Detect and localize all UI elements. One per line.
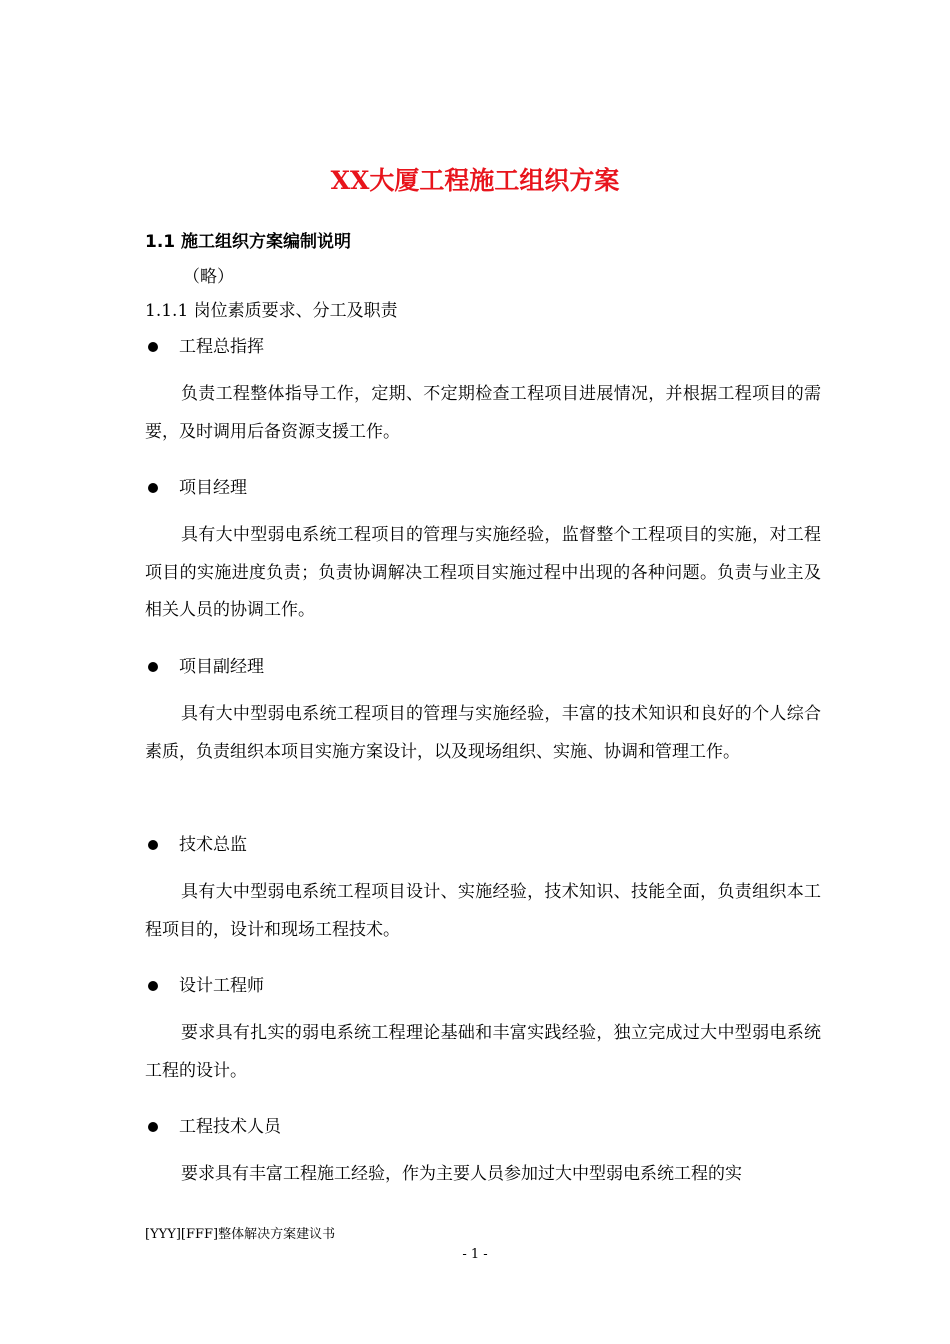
role-title: 设计工程师 <box>179 976 264 996</box>
role-title: 项目副经理 <box>179 657 264 677</box>
subsection-heading: 1.1.1 岗位素质要求、分工及职责 <box>145 301 398 321</box>
role-description-chief-commander: 负责工程整体指导工作，定期、不定期检查工程项目进展情况，并根据工程项目的需要，及时调用后备资源支援工作。 <box>145 384 821 442</box>
role-title: 技术总监 <box>179 835 247 855</box>
document-title: XX大厦工程施工组织方案 <box>330 166 620 195</box>
bullet-icon <box>148 483 158 493</box>
role-description-technical-staff: 要求具有丰富工程施工经验，作为主要人员参加过大中型弱电系统工程的实 <box>181 1164 742 1184</box>
role-title: 项目经理 <box>179 478 247 498</box>
bullet-icon <box>148 981 158 991</box>
role-description-project-manager: 具有大中型弱电系统工程项目的管理与实施经验，监督整个工程项目的实施，对工程项目的实施进度负责；负责协调解决工程项目实施过程中出现的各种问题。负责与业主及相关人员的协调工作。 <box>145 525 821 620</box>
bullet-icon <box>148 342 158 352</box>
role-title: 工程总指挥 <box>179 337 264 357</box>
role-description-technical-director: 具有大中型弱电系统工程项目设计、实施经验，技术知识、技能全面，负责组织本工程项目的，设计和现场工程技术。 <box>145 882 821 940</box>
role-title: 工程技术人员 <box>179 1117 281 1137</box>
bullet-icon <box>148 840 158 850</box>
footer-document-name: [YYY][FFF]整体解决方案建议书 <box>145 1227 336 1242</box>
role-description-deputy-project-manager: 具有大中型弱电系统工程项目的管理与实施经验，丰富的技术知识和良好的个人综合素质，负责组织本项目实施方案设计，以及现场组织、实施、协调和管理工作。 <box>145 704 821 762</box>
omitted-note: （略） <box>183 267 234 287</box>
role-description-design-engineer: 要求具有扎实的弱电系统工程理论基础和丰富实践经验，独立完成过大中型弱电系统工程的设计。 <box>145 1023 821 1081</box>
section-heading: 1.1 施工组织方案编制说明 <box>145 232 352 252</box>
bullet-icon <box>148 1122 158 1132</box>
page-number: - 1 - <box>462 1247 488 1262</box>
bullet-icon <box>148 662 158 672</box>
